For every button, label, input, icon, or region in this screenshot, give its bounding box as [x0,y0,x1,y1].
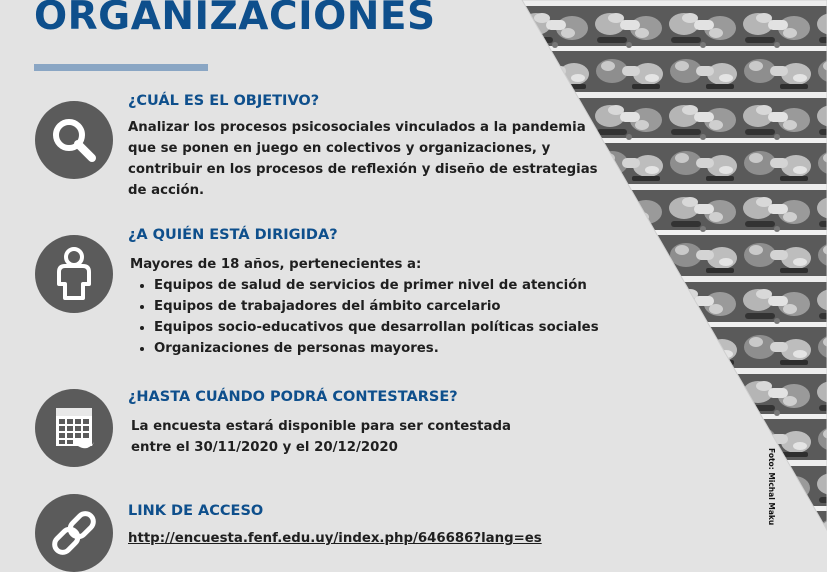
survey-link[interactable]: http://encuesta.fenf.edu.uy/index.php/646686?lang=es [128,531,542,546]
list-item: • Equipos de trabajadores del ámbito carcelario [154,296,599,317]
calendar-icon [35,389,113,467]
objective-heading: ¿CUÁL ES EL OBJETIVO? [128,93,320,109]
page-title: ORGANIZACIONES [34,0,436,39]
person-icon [35,235,113,313]
objective-text [128,117,598,201]
deadline-line: La encuesta estará disponible para ser contestada [131,419,511,434]
list-item: • Organizaciones de personas mayores. [154,338,599,359]
title-underline [34,64,208,71]
deadline-heading: ¿HASTA CUÁNDO PODRÁ CONTESTARSE? [128,389,458,405]
objective-line: de acción. [128,183,205,198]
objective-line: Analizar los procesos psicosociales vinculados a la pandemia [128,120,586,135]
access-link-heading: LINK DE ACCESO [128,503,264,519]
audience-text [130,254,599,359]
audience-heading: ¿A QUIÉN ESTÁ DIRIGIDA? [128,227,338,243]
list-item: • Equipos de salud de servicios de primer nivel de atención [154,275,599,296]
photo-credit: Foto: Michal Maku [767,448,776,526]
deadline-text [131,416,511,458]
magnifier-icon [35,101,113,179]
deadline-line: entre el 30/11/2020 y el 20/12/2020 [131,440,398,455]
audience-list [130,275,599,359]
list-item: • Equipos socio-educativos que desarrollan políticas sociales [154,317,599,338]
audience-intro: Mayores de 18 años, pertenecientes a: [130,257,422,272]
objective-line: que se ponen en juego en colectivos y organizaciones, y [128,141,551,156]
chain-link-icon [35,494,113,572]
objective-line: contribuir en los procesos de reflexión y diseño de estrategias [128,162,598,177]
